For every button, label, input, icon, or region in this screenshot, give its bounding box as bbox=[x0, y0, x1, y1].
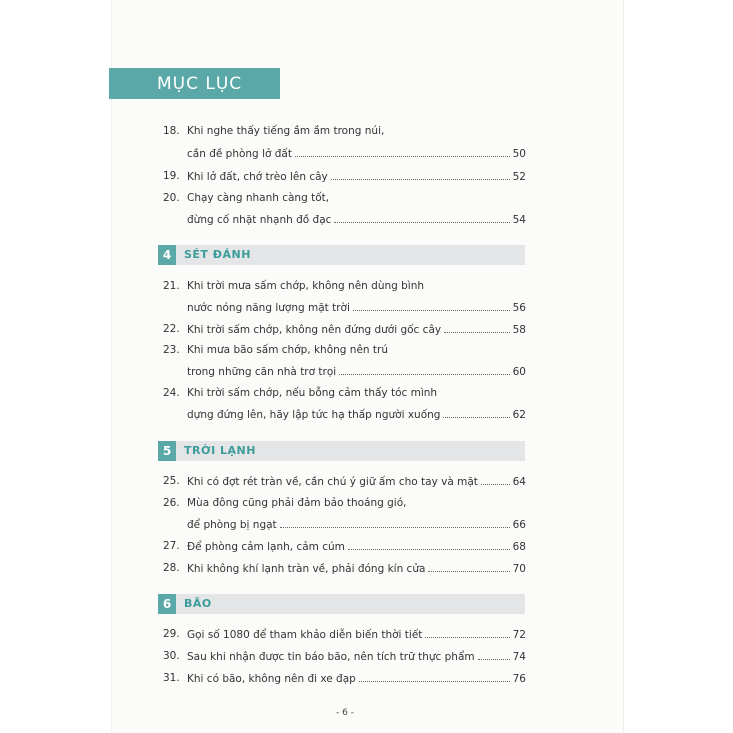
entry-title-line1: Mùa đông cũng phải đảm bảo thoáng gió, bbox=[187, 497, 407, 509]
entry-number: 25. bbox=[163, 475, 180, 487]
dot-leader bbox=[478, 649, 510, 660]
entry-page: 66 bbox=[512, 519, 526, 531]
dot-leader bbox=[444, 322, 510, 333]
entry-page: 72 bbox=[512, 629, 526, 641]
section-title: SÉT ĐÁNH bbox=[184, 248, 251, 261]
section-header-6 bbox=[158, 594, 525, 614]
page-number: - 6 - bbox=[336, 708, 354, 718]
entry-title-line1: Khi mưa bão sấm chớp, không nên trú bbox=[187, 344, 388, 356]
entry-title-line2: dựng đứng lên, hãy lập tức hạ thấp người xuống bbox=[187, 409, 441, 421]
entry-number: 20. bbox=[163, 192, 180, 204]
dot-leader bbox=[428, 561, 509, 572]
entry-title: Khi có bão, không nên đi xe đạp bbox=[187, 673, 356, 685]
entry-number: 19. bbox=[163, 170, 180, 182]
entry-title-line1: Khi nghe thấy tiếng ầm ầm trong núi, bbox=[187, 125, 385, 137]
entry-title: Khi có đợt rét tràn về, cần chú ý giữ ấm cho tay và mặt bbox=[187, 476, 478, 488]
dot-leader bbox=[280, 517, 510, 528]
entry-title: Gọi số 1080 để tham khảo diễn biến thời tiết bbox=[187, 629, 423, 641]
section-number: 6 bbox=[158, 594, 176, 614]
entry-number: 30. bbox=[163, 650, 180, 662]
section-number: 5 bbox=[158, 441, 176, 461]
section-header-5 bbox=[158, 441, 525, 461]
entry-title: Khi trời sấm chớp, không nên đứng dưới gốc cây bbox=[187, 324, 442, 336]
entry-title-line2: đừng cố nhặt nhạnh đồ đạc bbox=[187, 214, 332, 226]
entry-number: 26. bbox=[163, 497, 180, 509]
toc-title: MỤC LỤC bbox=[157, 74, 243, 94]
entry-number: 29. bbox=[163, 628, 180, 640]
entry-number: 18. bbox=[163, 125, 180, 137]
entry-number: 31. bbox=[163, 672, 180, 684]
section-bar bbox=[176, 594, 525, 614]
dot-leader bbox=[359, 671, 510, 682]
dot-leader bbox=[295, 146, 510, 157]
entry-page: 76 bbox=[512, 673, 526, 685]
entry-page: 52 bbox=[512, 171, 526, 183]
section-title: BÃO bbox=[184, 597, 212, 610]
dot-leader bbox=[334, 212, 509, 223]
entry-title-line2: nước nóng năng lượng mặt trời bbox=[187, 302, 350, 314]
entry-title-line2: cần đề phòng lở đất bbox=[187, 148, 292, 160]
entry-title: Khi không khí lạnh tràn về, phải đóng kín cửa bbox=[187, 563, 426, 575]
entry-title-line2: để phòng bị ngạt bbox=[187, 519, 277, 531]
dot-leader bbox=[481, 474, 510, 485]
entry-page: 70 bbox=[512, 563, 526, 575]
dot-leader bbox=[331, 169, 510, 180]
entry-page: 62 bbox=[512, 409, 526, 421]
entry-title-line2: trong những căn nhà trơ trọi bbox=[187, 366, 337, 378]
entry-title-line1: Khi trời mưa sấm chớp, không nên dùng bình bbox=[187, 280, 425, 292]
dot-leader bbox=[339, 364, 509, 375]
entry-title: Khi lở đất, chớ trèo lên cây bbox=[187, 171, 328, 183]
section-bar bbox=[176, 441, 525, 461]
entry-page: 58 bbox=[512, 324, 526, 336]
section-title: TRỜI LẠNH bbox=[184, 444, 256, 457]
entry-page: 56 bbox=[512, 302, 526, 314]
entry-title: Sau khi nhận được tin báo bão, nên tích trữ thực phẩm bbox=[187, 651, 475, 663]
entry-page: 50 bbox=[512, 148, 526, 160]
entry-number: 27. bbox=[163, 540, 180, 552]
entry-number: 21. bbox=[163, 280, 180, 292]
entry-title: Để phòng cảm lạnh, cảm cúm bbox=[187, 541, 345, 553]
dot-leader bbox=[348, 539, 510, 550]
entry-title-line1: Chạy càng nhanh càng tốt, bbox=[187, 192, 330, 204]
dot-leader bbox=[425, 627, 509, 638]
dot-leader bbox=[353, 300, 510, 311]
entry-page: 60 bbox=[512, 366, 526, 378]
entry-number: 22. bbox=[163, 323, 180, 335]
dot-leader bbox=[443, 407, 509, 418]
entry-title-line1: Khi trời sấm chớp, nếu bỗng cảm thấy tóc mình bbox=[187, 387, 438, 399]
section-number: 4 bbox=[158, 245, 176, 265]
entry-number: 24. bbox=[163, 387, 180, 399]
entry-page: 68 bbox=[512, 541, 526, 553]
section-header-4 bbox=[158, 245, 525, 265]
entry-page: 54 bbox=[512, 214, 526, 226]
toc-title-banner bbox=[109, 68, 280, 99]
entry-page: 64 bbox=[512, 476, 526, 488]
entry-number: 23. bbox=[163, 344, 180, 356]
section-bar bbox=[176, 245, 525, 265]
entry-number: 28. bbox=[163, 562, 180, 574]
entry-page: 74 bbox=[512, 651, 526, 663]
